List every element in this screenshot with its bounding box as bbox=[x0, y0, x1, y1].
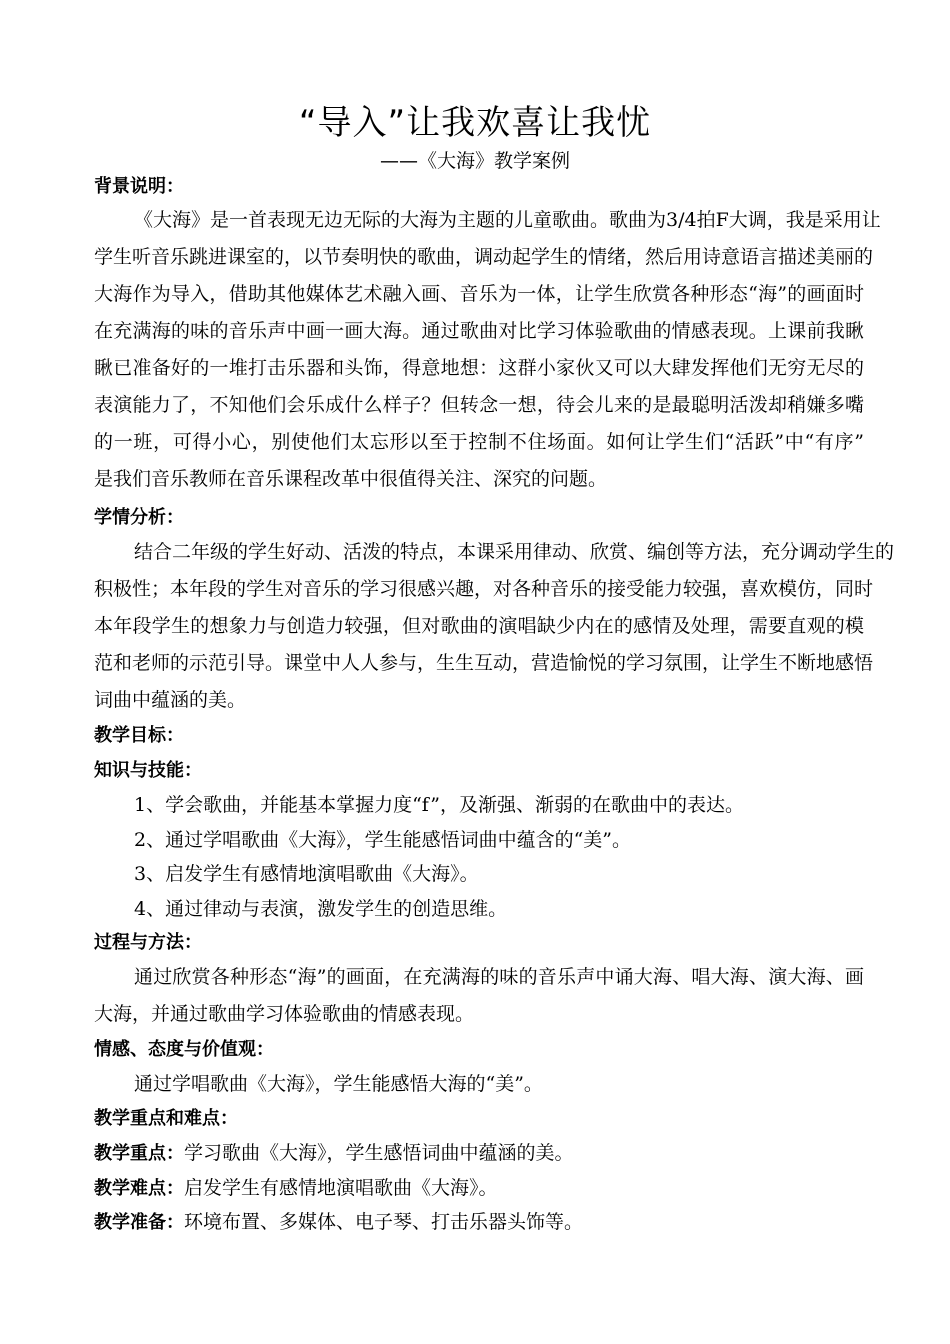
paragraph-line: 本年段学生的想象力与创造力较强，但对歌曲的演唱缺少内在的感情及处理，需要直观的模 bbox=[94, 615, 864, 637]
section-heading-analysis: 学情分析： bbox=[94, 507, 184, 528]
section-heading-goals: 教学目标： bbox=[94, 725, 184, 746]
subheading-emotion: 情感、态度与价值观： bbox=[94, 1039, 274, 1060]
list-item: 1、学会歌曲，并能基本掌握力度“f”，及渐强、渐弱的在歌曲中的表达。 bbox=[134, 794, 744, 816]
preparation-text: 环境布置、多媒体、电子琴、打击乐器头饰等。 bbox=[184, 1211, 584, 1233]
document-title: “导入”让我欢喜让我忧 bbox=[298, 103, 652, 143]
paragraph-line: 瞅已准备好的一堆打击乐器和头饰，得意地想：这群小家伙又可以大肆发挥他们无穷无尽的 bbox=[94, 357, 864, 379]
paragraph-line: 积极性；本年段的学生对音乐的学习很感兴趣，对各种音乐的接受能力较强，喜欢模仿，同时 bbox=[94, 578, 874, 600]
difficulty-row bbox=[94, 1173, 864, 1204]
paragraph-line: 结合二年级的学生好动、活泼的特点，本课采用律动、欣赏、编创等方法，充分调动学生的 bbox=[134, 541, 895, 563]
paragraph-line: 通过学唱歌曲《大海》，学生能感悟大海的“美”。 bbox=[134, 1073, 543, 1095]
subheading-process: 过程与方法： bbox=[94, 932, 202, 953]
paragraph-line: 学生听音乐跳进课室的，以节奏明快的歌曲，调动起学生的情绪，然后用诗意语言描述美丽的 bbox=[94, 246, 874, 268]
difficulty-text: 启发学生有感情地演唱歌曲《大海》。 bbox=[184, 1177, 498, 1199]
paragraph-line: 在充满海的味的音乐声中画一画大海。通过歌曲对比学习体验歌曲的情感表现。上课前我瞅 bbox=[94, 320, 864, 342]
section-heading-background: 背景说明： bbox=[94, 176, 184, 197]
section-heading-keypoints: 教学重点和难点： bbox=[94, 1108, 238, 1129]
subheading-knowledge: 知识与技能： bbox=[94, 760, 202, 781]
difficulty-label: 教学难点： bbox=[94, 1178, 184, 1199]
focus-text: 学习歌曲《大海》，学生感悟词曲中蕴涵的美。 bbox=[184, 1142, 574, 1164]
list-item: 2、通过学唱歌曲《大海》，学生能感悟词曲中蕴含的“美”。 bbox=[134, 829, 632, 851]
preparation-row bbox=[94, 1207, 864, 1238]
paragraph-line: 是我们音乐教师在音乐课程改革中很值得关注、深究的问题。 bbox=[94, 468, 608, 490]
paragraph-line: 的一班，可得小心，别使他们太忘形以至于控制不住场面。如何让学生们“活跃”中“有序” bbox=[94, 431, 864, 453]
focus-row bbox=[94, 1138, 864, 1169]
focus-label: 教学重点： bbox=[94, 1143, 184, 1164]
paragraph-line: 词曲中蕴涵的美。 bbox=[94, 689, 247, 711]
preparation-label: 教学准备： bbox=[94, 1212, 184, 1233]
paragraph-line: 大海作为导入，借助其他媒体艺术融入画、音乐为一体，让学生欣赏各种形态“海”的画面时 bbox=[94, 283, 864, 305]
document-subtitle: ——《大海》教学案例 bbox=[380, 150, 571, 172]
list-item: 3、启发学生有感情地演唱歌曲《大海》。 bbox=[134, 863, 479, 885]
paragraph-line: 范和老师的示范引导。课堂中人人参与，生生互动，营造愉悦的学习氛围，让学生不断地感悟 bbox=[94, 652, 874, 674]
list-item: 4、通过律动与表演，激发学生的创造思维。 bbox=[134, 898, 508, 920]
paragraph-line: 《大海》是一首表现无边无际的大海为主题的儿童歌曲。歌曲为3/4拍F大调，我是采用让 bbox=[134, 209, 881, 231]
paragraph-line: 大海，并通过歌曲学习体验歌曲的情感表现。 bbox=[94, 1003, 475, 1025]
paragraph-line: 表演能力了，不知他们会乐成什么样子？但转念一想，待会儿来的是最聪明活泼却稍嫌多嘴 bbox=[94, 394, 864, 416]
paragraph-line: 通过欣赏各种形态“海”的画面，在充满海的味的音乐声中诵大海、唱大海、演大海、画 bbox=[134, 966, 864, 988]
